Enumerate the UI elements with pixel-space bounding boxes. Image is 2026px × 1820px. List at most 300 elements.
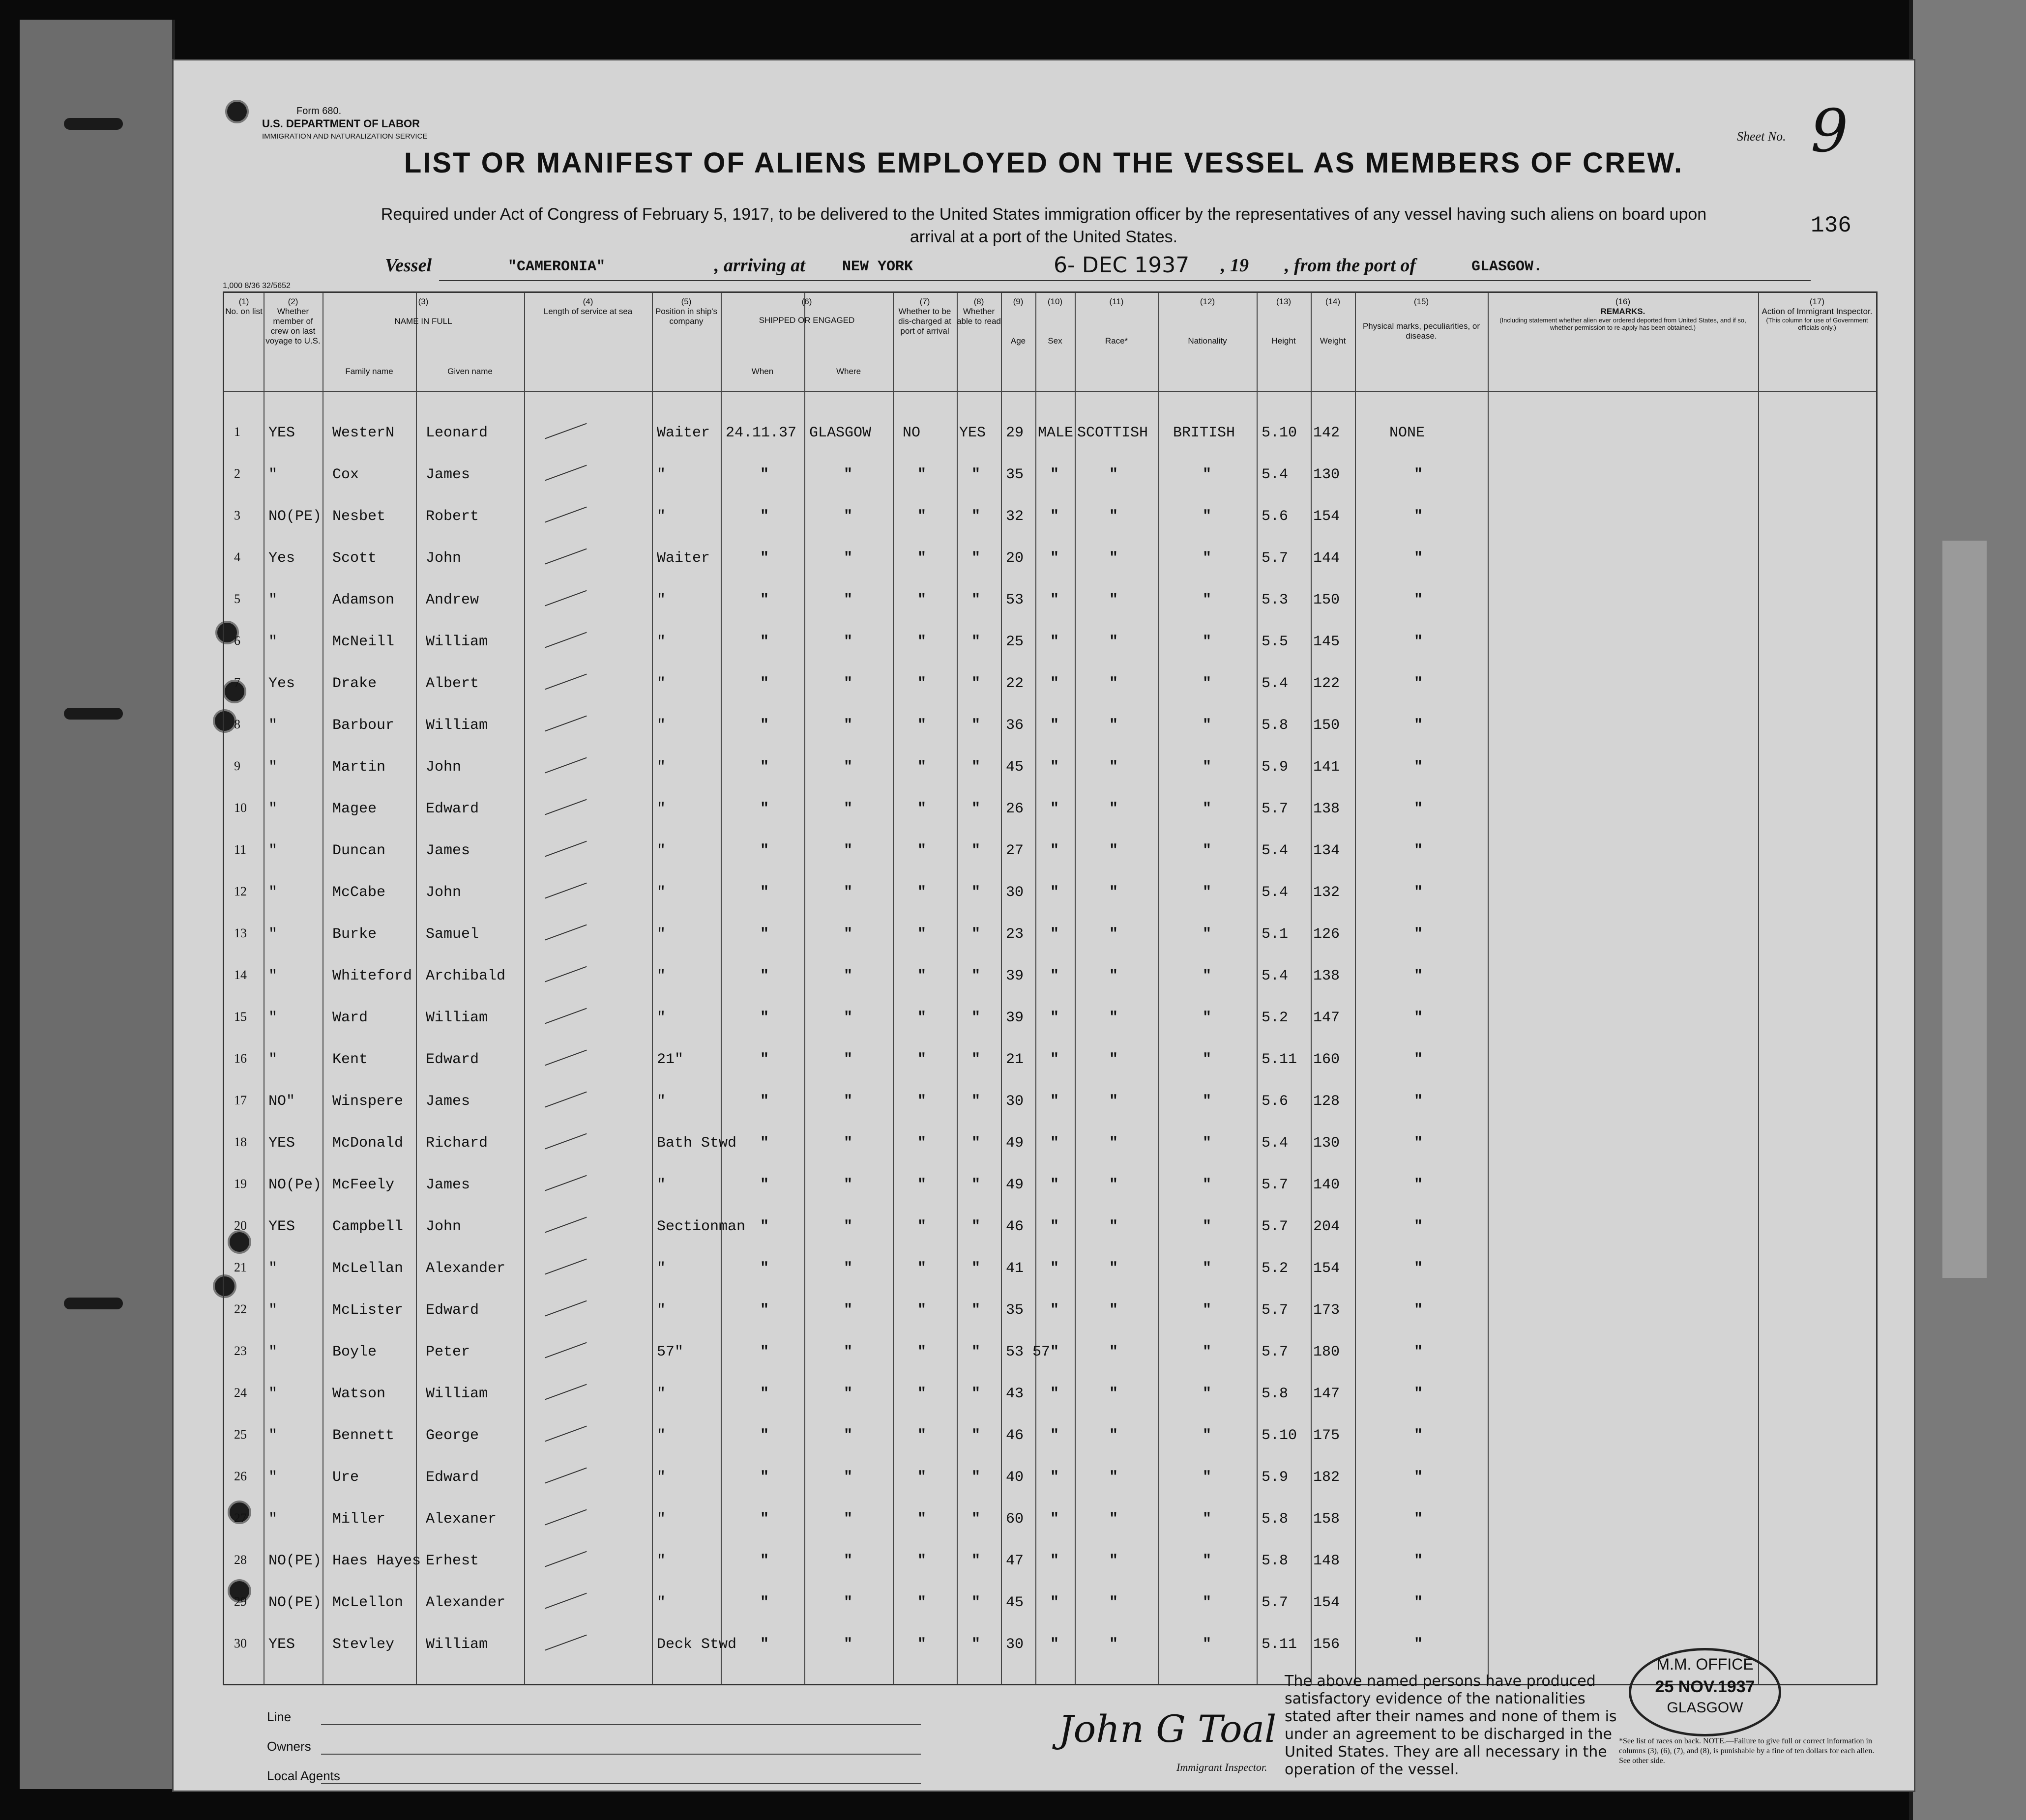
sheet-label: Sheet No.: [1737, 129, 1786, 144]
cell-sex: ": [1050, 1302, 1059, 1319]
cell-given-name: William: [426, 717, 488, 734]
cell-position: ": [657, 592, 666, 608]
cell-age: 41: [1006, 1260, 1024, 1277]
cell-shipped-where: ": [844, 759, 853, 776]
cell-position: ": [657, 842, 666, 859]
cell-shipped-when: ": [760, 508, 769, 525]
cell-position: 57": [657, 1344, 684, 1360]
cell-nationality: ": [1203, 1427, 1212, 1444]
table-row: [224, 1251, 1876, 1288]
cell-weight: 128: [1313, 1093, 1340, 1110]
cell-row-number: 20: [234, 1218, 247, 1233]
cell-age: 25: [1006, 634, 1024, 650]
year-label: , 19: [1221, 255, 1249, 276]
col-discharged-header: (7) Whether to be dis-charged at port of arrival: [898, 297, 951, 336]
cell-age: 30: [1006, 1093, 1024, 1110]
cell-position: ": [657, 717, 666, 734]
cell-weight: 160: [1313, 1051, 1340, 1068]
cell-able-to-read: ": [971, 801, 981, 817]
cell-given-name: William: [426, 1386, 488, 1402]
cell-discharged: ": [917, 1218, 927, 1235]
cell-height: 5.4: [1262, 1135, 1289, 1152]
cell-discharged: ": [917, 1093, 927, 1110]
cell-race: SCOTTISH: [1077, 425, 1148, 441]
cell-nationality: ": [1203, 675, 1212, 692]
col-given-name-header: Given name: [447, 367, 493, 376]
col-service-header: (4) Length of service at sea: [543, 297, 633, 316]
cell-age: 47: [1006, 1553, 1024, 1569]
cell-family-name: Boyle: [332, 1344, 377, 1360]
cell-discharged: ": [917, 1177, 927, 1193]
cell-shipped-where: ": [844, 466, 853, 483]
cell-given-name: William: [426, 634, 488, 650]
cell-shipped-when: ": [760, 926, 769, 943]
vessel-label: Vessel: [385, 255, 432, 276]
cell-height: 5.2: [1262, 1010, 1289, 1026]
cell-row-number: 14: [234, 968, 247, 982]
cell-race: ": [1109, 759, 1118, 776]
cell-position: Bath Stwd: [657, 1135, 737, 1152]
cell-race: ": [1109, 1344, 1118, 1360]
cell-family-name: Campbell: [332, 1218, 404, 1235]
cell-weight: 154: [1313, 1594, 1340, 1611]
cell-previous-voyage: NO(Pe): [268, 1177, 322, 1193]
cell-weight: 150: [1313, 717, 1340, 734]
cell-family-name: Winspere: [332, 1093, 404, 1110]
cell-shipped-where: ": [844, 717, 853, 734]
cell-shipped-when: ": [760, 884, 769, 901]
cell-previous-voyage: ": [268, 1469, 278, 1486]
cell-shipped-where: ": [844, 550, 853, 567]
col-shipped-header: (6) SHIPPED OR ENGAGED: [759, 297, 855, 325]
cell-age: 30: [1006, 1636, 1024, 1653]
cell-sex: ": [1050, 634, 1059, 650]
cell-height: 5.4: [1262, 466, 1289, 483]
cell-age: 46: [1006, 1218, 1024, 1235]
cell-previous-voyage: ": [268, 1511, 278, 1528]
local-agents-label: Local Agents: [267, 1768, 340, 1783]
cell-given-name: Edward: [426, 1051, 479, 1068]
cell-able-to-read: ": [971, 1260, 981, 1277]
cell-shipped-when: ": [760, 1093, 769, 1110]
cell-discharged: ": [917, 634, 927, 650]
cell-previous-voyage: ": [268, 1386, 278, 1402]
cell-race: ": [1109, 1010, 1118, 1026]
cell-family-name: McLellon: [332, 1594, 404, 1611]
header-rule: [224, 391, 1876, 392]
cell-position: Sectionman: [657, 1218, 746, 1235]
cell-discharged: ": [917, 1427, 927, 1444]
col-remarks-header: (16) REMARKS. (Including statement whether alien ever ordered deported from United States, and if so, whether permission to re-apply has been obtained.): [1499, 297, 1746, 331]
cell-shipped-when: ": [760, 1177, 769, 1193]
cell-nationality: ": [1203, 1553, 1212, 1569]
cell-sex: ": [1050, 968, 1059, 984]
cell-able-to-read: ": [971, 508, 981, 525]
cell-physical-marks: ": [1414, 592, 1423, 608]
cell-able-to-read: ": [971, 1218, 981, 1235]
cell-weight: 126: [1313, 926, 1340, 943]
cell-family-name: Magee: [332, 801, 377, 817]
service-slash-mark: [545, 1342, 587, 1358]
cell-weight: 158: [1313, 1511, 1340, 1528]
col-family-name-header: Family name: [345, 367, 393, 376]
cell-weight: 175: [1313, 1427, 1340, 1444]
cell-family-name: Nesbet: [332, 508, 386, 525]
service-slash-mark: [545, 924, 587, 941]
table-row: [224, 1042, 1876, 1079]
cell-family-name: Duncan: [332, 842, 386, 859]
cell-height: 5.1: [1262, 926, 1289, 943]
cell-weight: 154: [1313, 508, 1340, 525]
cell-discharged: ": [917, 759, 927, 776]
cell-row-number: 3: [234, 508, 240, 522]
binder-slot: [64, 118, 123, 130]
cell-family-name: McNeill: [332, 634, 395, 650]
cell-race: ": [1109, 1218, 1118, 1235]
service-slash-mark: [545, 799, 587, 815]
cell-family-name: Barbour: [332, 717, 395, 734]
cell-position: ": [657, 759, 666, 776]
cell-height: 5.8: [1262, 1553, 1289, 1569]
cell-given-name: John: [426, 759, 462, 776]
cell-race: ": [1109, 592, 1118, 608]
service-slash-mark: [545, 1092, 587, 1108]
cell-given-name: William: [426, 1010, 488, 1026]
cell-shipped-where: ": [844, 884, 853, 901]
cell-nationality: ": [1203, 717, 1212, 734]
cell-family-name: Adamson: [332, 592, 395, 608]
cell-nationality: ": [1203, 550, 1212, 567]
cell-height: 5.7: [1262, 550, 1289, 567]
cell-age: 53 57: [1006, 1344, 1051, 1360]
cell-sex: ": [1050, 842, 1059, 859]
cell-sex: ": [1050, 1427, 1059, 1444]
cell-family-name: Ward: [332, 1010, 368, 1026]
cell-physical-marks: ": [1414, 1051, 1423, 1068]
cell-shipped-where: GLASGOW: [809, 425, 872, 441]
cell-position: ": [657, 634, 666, 650]
punch-hole: [225, 100, 249, 123]
cell-position: ": [657, 1177, 666, 1193]
cell-weight: 156: [1313, 1636, 1340, 1653]
cell-shipped-where: ": [844, 1469, 853, 1486]
cell-sex: ": [1050, 1594, 1059, 1611]
service-slash-mark: [545, 1426, 587, 1442]
cell-age: 20: [1006, 550, 1024, 567]
cell-shipped-where: ": [844, 1260, 853, 1277]
cell-previous-voyage: ": [268, 884, 278, 901]
table-row: [224, 458, 1876, 494]
cell-able-to-read: ": [971, 1636, 981, 1653]
cell-race: ": [1109, 508, 1118, 525]
cell-sex: ": [1050, 1344, 1059, 1360]
cell-height: 5.7: [1262, 1594, 1289, 1611]
cell-nationality: ": [1203, 801, 1212, 817]
cell-row-number: 23: [234, 1344, 247, 1358]
cell-able-to-read: ": [971, 884, 981, 901]
cell-row-number: 26: [234, 1469, 247, 1483]
arriving-port: NEW YORK: [842, 259, 913, 275]
cell-sex: ": [1050, 884, 1059, 901]
cell-shipped-where: ": [844, 592, 853, 608]
cell-nationality: ": [1203, 1344, 1212, 1360]
cell-shipped-when: ": [760, 550, 769, 567]
col-race-header: (11) Race*: [1105, 297, 1128, 346]
cell-sex: MALE: [1038, 425, 1074, 441]
cell-nationality: BRITISH: [1173, 425, 1235, 441]
cell-position: ": [657, 1427, 666, 1444]
cell-shipped-where: ": [844, 1386, 853, 1402]
arrival-date: 6- DEC 1937: [1054, 253, 1190, 278]
cell-shipped-where: ": [844, 926, 853, 943]
cell-weight: 144: [1313, 550, 1340, 567]
cell-given-name: Edward: [426, 801, 479, 817]
cell-family-name: McLister: [332, 1302, 404, 1319]
cell-previous-voyage: ": [268, 842, 278, 859]
cell-shipped-when: ": [760, 968, 769, 984]
cell-shipped-when: ": [760, 1260, 769, 1277]
cell-race: ": [1109, 1135, 1118, 1152]
cell-shipped-when: ": [760, 1135, 769, 1152]
cell-race: ": [1109, 884, 1118, 901]
cell-nationality: ": [1203, 1218, 1212, 1235]
cell-position: ": [657, 1511, 666, 1528]
cell-discharged: ": [917, 550, 927, 567]
table-row: [224, 1418, 1876, 1455]
cell-height: 5.2: [1262, 1260, 1289, 1277]
cell-weight: 173: [1313, 1302, 1340, 1319]
cell-sex: ": [1050, 1135, 1059, 1152]
cell-race: ": [1109, 968, 1118, 984]
cell-family-name: McFeely: [332, 1177, 395, 1193]
vessel-rule: [439, 280, 1811, 281]
cell-age: 22: [1006, 675, 1024, 692]
cell-discharged: ": [917, 1051, 927, 1068]
cell-shipped-when: ": [760, 466, 769, 483]
cell-weight: 204: [1313, 1218, 1340, 1235]
cell-given-name: Alexander: [426, 1594, 506, 1611]
cell-able-to-read: ": [971, 1135, 981, 1152]
cell-height: 5.6: [1262, 1093, 1289, 1110]
cell-race: ": [1109, 801, 1118, 817]
cell-shipped-when: ": [760, 1218, 769, 1235]
cell-given-name: Alexaner: [426, 1511, 497, 1528]
service-slash-mark: [545, 1259, 587, 1275]
cell-height: 5.9: [1262, 759, 1289, 776]
cell-shipped-when: ": [760, 1553, 769, 1569]
cell-height: 5.11: [1262, 1636, 1297, 1653]
cell-previous-voyage: ": [268, 1010, 278, 1026]
cell-shipped-when: ": [760, 1594, 769, 1611]
col-position-header: (5) Position in ship's company: [655, 297, 718, 326]
table-row: [224, 750, 1876, 786]
from-port: GLASGOW.: [1471, 259, 1543, 275]
cell-age: 45: [1006, 759, 1024, 776]
page-edge-tab: [1942, 541, 1987, 1278]
service-slash-mark: [545, 1050, 587, 1066]
cell-race: ": [1109, 1511, 1118, 1528]
cell-position: Waiter: [657, 425, 710, 441]
cell-previous-voyage: ": [268, 634, 278, 650]
col-physical-marks-header: (15) Physical marks, peculiarities, or disease.: [1362, 297, 1480, 341]
cell-given-name: Richard: [426, 1135, 488, 1152]
service-slash-mark: [545, 1384, 587, 1400]
cell-position: ": [657, 675, 666, 692]
col-weight-header: (14) Weight: [1320, 297, 1346, 346]
cell-height: 5.8: [1262, 717, 1289, 734]
service-slash-mark: [545, 674, 587, 690]
sheet-number: 9: [1811, 97, 1849, 166]
page-subtitle: Required under Act of Congress of February 5, 1917, to be delivered to the United States immigration officer by the representatives of any vessel having such aliens on board upon arrival at a port of the United States.: [381, 205, 1707, 246]
cell-able-to-read: ": [971, 1051, 981, 1068]
cell-nationality: ": [1203, 1636, 1212, 1653]
cell-age: 35: [1006, 1302, 1024, 1319]
cell-height: 5.4: [1262, 884, 1289, 901]
cell-shipped-when: ": [760, 1469, 769, 1486]
service-slash-mark: [545, 1551, 587, 1567]
cell-given-name: Archibald: [426, 968, 506, 984]
cell-shipped-where: ": [844, 1051, 853, 1068]
cell-physical-marks: ": [1414, 717, 1423, 734]
cell-shipped-where: ": [844, 968, 853, 984]
cell-height: 5.7: [1262, 1218, 1289, 1235]
cell-position: ": [657, 1386, 666, 1402]
table-row: [224, 875, 1876, 912]
cell-able-to-read: ": [971, 1469, 981, 1486]
cell-physical-marks: ": [1414, 1302, 1423, 1319]
cell-row-number: 21: [234, 1260, 247, 1274]
cell-nationality: ": [1203, 1051, 1212, 1068]
cell-shipped-where: ": [844, 1218, 853, 1235]
cell-row-number: 29: [234, 1594, 247, 1609]
cell-sex: ": [1050, 592, 1059, 608]
cell-previous-voyage: ": [268, 801, 278, 817]
cell-row-number: 13: [234, 926, 247, 940]
service-slash-mark: [545, 465, 587, 481]
cell-able-to-read: ": [971, 842, 981, 859]
cell-position: ": [657, 968, 666, 984]
cell-physical-marks: ": [1414, 508, 1423, 525]
cell-physical-marks: ": [1414, 1427, 1423, 1444]
print-code: 1,000 8/36 32/5652: [223, 282, 291, 290]
cell-able-to-read: ": [971, 1511, 981, 1528]
table-row: [224, 499, 1876, 536]
stamp-number: 136: [1811, 213, 1851, 238]
binder-slot: [64, 1298, 123, 1309]
col-when-header: When: [751, 367, 774, 376]
cell-position: ": [657, 1553, 666, 1569]
inspector-label: Immigrant Inspector.: [1176, 1761, 1267, 1773]
cell-nationality: ": [1203, 1010, 1212, 1026]
cell-previous-voyage: NO(PE): [268, 1594, 322, 1611]
cell-position: Deck Stwd: [657, 1636, 737, 1653]
cell-able-to-read: ": [971, 1553, 981, 1569]
cell-age: 32: [1006, 508, 1024, 525]
vessel-line: [174, 255, 1914, 284]
cell-sex: ": [1050, 717, 1059, 734]
cell-position: ": [657, 1010, 666, 1026]
cell-able-to-read: ": [971, 759, 981, 776]
cell-previous-voyage: ": [268, 466, 278, 483]
cell-family-name: McDonald: [332, 1135, 404, 1152]
cell-nationality: ": [1203, 884, 1212, 901]
col-sex-header: (10) Sex: [1047, 297, 1063, 346]
table-row: [224, 583, 1876, 619]
cell-weight: 147: [1313, 1386, 1340, 1402]
cell-previous-voyage: ": [268, 926, 278, 943]
cell-height: 5.11: [1262, 1051, 1297, 1068]
table-row: [224, 1627, 1876, 1664]
cell-physical-marks: ": [1414, 801, 1423, 817]
cell-row-number: 7: [234, 675, 240, 690]
cell-able-to-read: ": [971, 466, 981, 483]
cell-discharged: ": [917, 884, 927, 901]
cell-discharged: ": [917, 717, 927, 734]
cell-weight: 147: [1313, 1010, 1340, 1026]
cell-row-number: 4: [234, 550, 240, 564]
cell-age: 36: [1006, 717, 1024, 734]
cell-position: ": [657, 926, 666, 943]
cell-height: 5.10: [1262, 1427, 1297, 1444]
table-row: [224, 1544, 1876, 1580]
cell-height: 5.7: [1262, 1302, 1289, 1319]
cell-sex: ": [1050, 550, 1059, 567]
cell-weight: 180: [1313, 1344, 1340, 1360]
right-page-edge: [1909, 0, 2026, 1820]
cell-shipped-where: ": [844, 1177, 853, 1193]
service-slash-mark: [545, 1133, 587, 1150]
cell-shipped-where: ": [844, 1553, 853, 1569]
table-row: [224, 792, 1876, 828]
cell-previous-voyage: ": [268, 592, 278, 608]
cell-shipped-when: ": [760, 1511, 769, 1528]
cell-nationality: ": [1203, 842, 1212, 859]
cell-shipped-where: ": [844, 801, 853, 817]
cell-family-name: Scott: [332, 550, 377, 567]
table-row: [224, 1335, 1876, 1371]
cell-family-name: Martin: [332, 759, 386, 776]
cell-shipped-where: ": [844, 1511, 853, 1528]
cell-weight: 182: [1313, 1469, 1340, 1486]
cell-nationality: ": [1203, 634, 1212, 650]
cell-physical-marks: ": [1414, 884, 1423, 901]
cell-able-to-read: ": [971, 675, 981, 692]
cell-physical-marks: ": [1414, 1636, 1423, 1653]
cell-row-number: 18: [234, 1135, 247, 1149]
service-slash-mark: [545, 883, 587, 899]
cell-position: ": [657, 1469, 666, 1486]
cell-weight: 130: [1313, 466, 1340, 483]
cell-able-to-read: YES: [959, 425, 986, 441]
cell-race: ": [1109, 1386, 1118, 1402]
table-row: [224, 625, 1876, 661]
cell-sex: ": [1050, 466, 1059, 483]
cell-sex: ": [1050, 759, 1059, 776]
cell-discharged: ": [917, 1594, 927, 1611]
cell-row-number: 15: [234, 1010, 247, 1024]
cell-discharged: ": [917, 1135, 927, 1152]
cell-nationality: ": [1203, 466, 1212, 483]
cell-given-name: Robert: [426, 508, 479, 525]
cell-physical-marks: ": [1414, 1010, 1423, 1026]
cell-family-name: Bennett: [332, 1427, 395, 1444]
page-title: LIST OR MANIFEST OF ALIENS EMPLOYED ON THE VESSEL AS MEMBERS OF CREW.: [404, 147, 1684, 179]
cell-discharged: ": [917, 1636, 927, 1653]
manifest-table: [223, 291, 1878, 1685]
cell-family-name: WesterN: [332, 425, 395, 441]
cell-shipped-when: ": [760, 801, 769, 817]
cell-shipped-where: ": [844, 842, 853, 859]
